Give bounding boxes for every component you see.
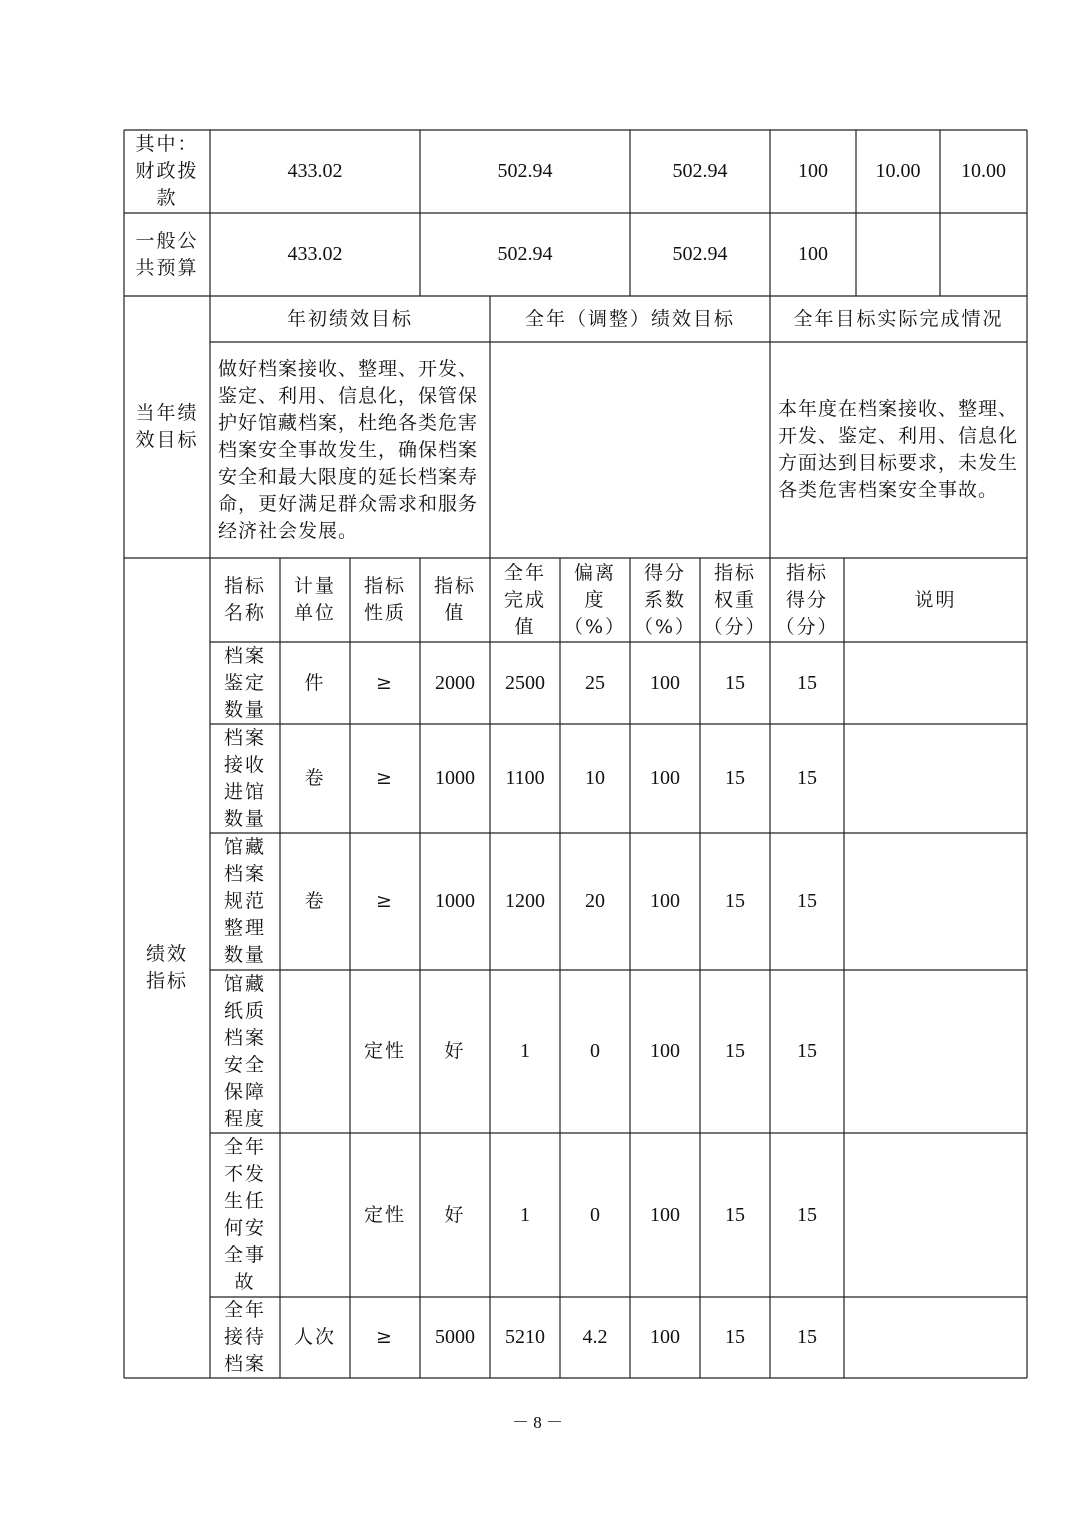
indicator-actual: 5210 xyxy=(505,1326,545,1348)
indicator-unit: 件 xyxy=(304,671,326,694)
indicator-target: 好 xyxy=(444,1203,466,1226)
indicator-weight: 15 xyxy=(725,671,745,694)
indicator-name: 馆藏 档案 规范 整理 数量 xyxy=(223,836,266,966)
indicator-score: 15 xyxy=(797,671,817,694)
indicator-score: 15 xyxy=(797,1326,817,1348)
indicator-actual: 1100 xyxy=(505,767,545,789)
indicator-actual: 2500 xyxy=(505,671,545,694)
budget-value-v3: 502.94 xyxy=(672,160,728,182)
indicator-score: 15 xyxy=(797,767,817,789)
indicator-coef: 100 xyxy=(650,890,680,912)
indicator-target: 1000 xyxy=(435,767,475,789)
indicator-target: 好 xyxy=(444,1040,466,1062)
indicator-coef: 100 xyxy=(650,1203,680,1226)
indicator-header-6: 得分 系数 （%） xyxy=(633,561,697,638)
budget-row-label: 一般公 共预算 xyxy=(135,229,199,279)
indicator-actual: 1 xyxy=(520,1040,530,1062)
indicator-deviation: 4.2 xyxy=(582,1326,608,1348)
indicator-score: 15 xyxy=(797,1040,817,1062)
goal-header-initial: 年初绩效目标 xyxy=(286,307,413,330)
indicator-nature: ≥ xyxy=(376,671,394,694)
indicator-deviation: 20 xyxy=(585,890,605,912)
indicator-target: 5000 xyxy=(435,1326,475,1348)
indicator-weight: 15 xyxy=(725,890,745,912)
indicator-nature: ≥ xyxy=(376,1326,394,1348)
goal-header-actual: 全年目标实际完成情况 xyxy=(793,307,1004,330)
indicator-deviation: 25 xyxy=(585,671,605,694)
budget-value-v6: 10.00 xyxy=(961,160,1006,182)
indicator-nature: ≥ xyxy=(376,767,394,789)
indicator-name: 馆藏 纸质 档案 安全 保障 程度 xyxy=(223,972,266,1130)
indicator-coef: 100 xyxy=(650,671,680,694)
indicator-header-1: 计量 单位 xyxy=(293,575,336,624)
indicator-unit: 卷 xyxy=(304,890,326,912)
indicator-actual: 1200 xyxy=(505,890,545,912)
indicator-nature: ≥ xyxy=(376,890,394,912)
budget-value-v4: 100 xyxy=(798,160,828,182)
indicator-header-2: 指标 性质 xyxy=(363,575,406,624)
indicator-score: 15 xyxy=(797,1203,817,1226)
indicator-coef: 100 xyxy=(650,1326,680,1348)
indicator-deviation: 0 xyxy=(590,1203,600,1226)
page-number: － 8 － xyxy=(512,1413,563,1432)
indicator-header-3: 指标 值 xyxy=(433,575,476,624)
budget-value-v3: 502.94 xyxy=(672,243,728,265)
goal-header-adjusted: 全年（调整）绩效目标 xyxy=(524,307,735,330)
indicator-coef: 100 xyxy=(650,767,680,789)
indicator-header-5: 偏离 度 （%） xyxy=(563,561,627,638)
indicator-weight: 15 xyxy=(725,1326,745,1348)
indicator-weight: 15 xyxy=(725,1203,745,1226)
indicator-weight: 15 xyxy=(725,767,745,789)
indicator-name: 全年 接待 档案 xyxy=(223,1299,266,1375)
indicator-name: 档案 接收 进馆 数量 xyxy=(223,726,266,830)
goal-actual-text: 本年度在档案接收、整理、开发、鉴定、利用、信息化方面达到目标要求，未发生各类危害档案安全事故。 xyxy=(778,398,1019,501)
budget-value-v1: 433.02 xyxy=(287,243,343,265)
goals-section-label: 当年绩 效目标 xyxy=(135,402,199,451)
indicators-section-label: 绩效 指标 xyxy=(145,943,188,992)
indicator-header-9: 说明 xyxy=(914,588,957,611)
indicator-actual: 1 xyxy=(520,1203,530,1226)
budget-row-label: 其中： 财政拨 款 xyxy=(135,133,199,209)
indicator-unit: 人次 xyxy=(293,1326,336,1348)
indicator-unit: 卷 xyxy=(304,767,326,789)
indicator-name: 全年 不发 生任 何安 全事 故 xyxy=(223,1136,266,1293)
budget-value-v5: 10.00 xyxy=(875,160,921,182)
indicator-deviation: 10 xyxy=(585,767,605,789)
indicator-header-8: 指标 得分 （分） xyxy=(775,561,839,638)
budget-value-v1: 433.02 xyxy=(287,160,343,182)
indicator-coef: 100 xyxy=(650,1040,680,1062)
budget-value-v2: 502.94 xyxy=(497,243,553,265)
budget-value-v2: 502.94 xyxy=(497,160,553,182)
indicator-header-4: 全年 完成 值 xyxy=(503,561,546,638)
indicator-score: 15 xyxy=(797,890,817,912)
indicator-header-0: 指标 名称 xyxy=(223,575,266,624)
indicator-header-7: 指标 权重 （分） xyxy=(703,561,767,638)
budget-value-v4: 100 xyxy=(798,243,828,265)
indicator-weight: 15 xyxy=(725,1040,745,1062)
indicator-name: 档案 鉴定 数量 xyxy=(223,644,266,721)
indicator-target: 1000 xyxy=(435,890,475,912)
indicator-deviation: 0 xyxy=(590,1040,600,1062)
indicator-target: 2000 xyxy=(435,671,475,694)
indicator-nature: 定性 xyxy=(363,1040,406,1062)
indicator-nature: 定性 xyxy=(363,1203,406,1226)
goal-initial-text: 做好档案接收、整理、开发、鉴定、利用、信息化，保管保护好馆藏档案，杜绝各类危害档案安全事故发生，确保档案安全和最大限度的延长档案寿命，更好满足群众需求和服务经济社会发展。 xyxy=(218,357,479,542)
